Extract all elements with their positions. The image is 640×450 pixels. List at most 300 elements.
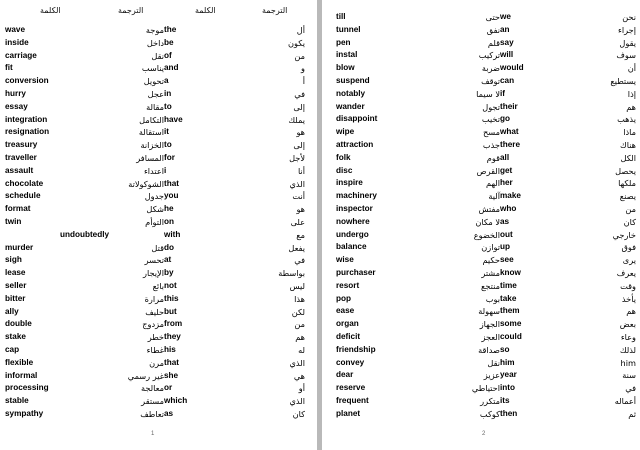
table-row [336, 190, 636, 203]
table-row [5, 24, 305, 37]
table-row [336, 101, 636, 114]
english-word: as [500, 216, 510, 226]
arabic-translation: في [294, 255, 305, 266]
english-word: if [500, 88, 506, 98]
arabic-translation: تجول [482, 101, 500, 112]
table-row [336, 49, 636, 62]
english-word: wise [336, 255, 354, 265]
arabic-translation: غير رسمي [127, 370, 164, 381]
english-word: take [500, 293, 517, 303]
table-row [336, 24, 636, 37]
table-row [336, 241, 636, 254]
arabic-translation: أل [296, 25, 305, 35]
arabic-translation: يرى [622, 255, 636, 266]
english-word: ally [5, 306, 19, 316]
arabic-translation: نقل [151, 50, 164, 61]
table-row [5, 139, 305, 152]
english-word: organ [336, 319, 359, 329]
arabic-translation: الخضوع [473, 229, 500, 240]
english-word: notably [336, 88, 366, 98]
arabic-translation: مفتش [478, 203, 500, 214]
table-row [336, 293, 636, 306]
english-word: frequent [336, 395, 369, 405]
arabic-translation: هي [293, 370, 305, 381]
english-word: see [500, 255, 514, 265]
table-row [336, 229, 636, 242]
english-word: at [164, 255, 172, 265]
table-row [5, 62, 305, 75]
english-word: assault [5, 165, 34, 175]
arabic-translation: استقالة [138, 127, 164, 138]
english-word: on [164, 216, 175, 226]
table-row [336, 113, 636, 126]
english-word: dear [336, 370, 354, 380]
arabic-translation: لا سيما [476, 88, 500, 99]
arabic-translation: حكيم [482, 255, 500, 266]
english-word: time [500, 280, 517, 290]
table-row [336, 408, 636, 421]
arabic-translation: الذي [289, 357, 305, 368]
english-word: out [500, 229, 513, 239]
arabic-translation: يأخذ [621, 293, 636, 304]
table-row [336, 165, 636, 178]
english-word: for [164, 152, 175, 162]
table-row [5, 395, 305, 408]
english-word: be [164, 37, 174, 47]
english-word: could [500, 331, 522, 341]
arabic-translation: بوب [485, 293, 500, 304]
page-number: 2 [482, 431, 486, 437]
arabic-translation: كان [623, 216, 636, 227]
english-word: that [164, 357, 180, 367]
arabic-translation: الكل [620, 152, 636, 163]
table-row [336, 395, 636, 408]
english-word: wave [5, 25, 26, 34]
english-word: deficit [336, 331, 361, 341]
arabic-translation: مع [296, 229, 305, 240]
english-word: say [500, 37, 514, 47]
arabic-translation: قلم [487, 37, 500, 48]
english-word: into [500, 383, 516, 393]
arabic-translation: هم [295, 332, 305, 343]
arabic-translation: حتى [485, 12, 500, 22]
arabic-translation: يناسب [141, 63, 164, 74]
english-word: can [500, 75, 515, 85]
arabic-translation: يقول [619, 37, 636, 48]
english-word: her [500, 178, 513, 188]
arabic-translation: إلى [293, 101, 305, 112]
arabic-translation: الخزانة [140, 140, 164, 151]
arabic-translation: أن [627, 63, 636, 74]
table-row [336, 139, 636, 152]
table-row [5, 267, 305, 280]
table-row [5, 152, 305, 165]
arabic-translation: توقف [481, 75, 500, 86]
arabic-translation: ضربة [481, 63, 500, 74]
table-row [5, 203, 305, 216]
english-word: planet [336, 408, 361, 418]
english-word: then [500, 408, 518, 418]
english-word: tunnel [336, 24, 361, 34]
english-word: who [500, 203, 517, 213]
english-word: flexible [5, 357, 34, 367]
arabic-translation: جدول [144, 191, 164, 202]
table-row [336, 216, 636, 229]
arabic-translation: من [625, 203, 636, 214]
arabic-translation: و [301, 63, 305, 74]
english-word: wander [336, 101, 365, 111]
english-word: she [164, 370, 179, 380]
table-row [5, 318, 305, 331]
english-word: their [500, 101, 518, 111]
arabic-translation: هناك [619, 139, 636, 150]
arabic-translation: يكون [287, 37, 305, 48]
header-translation-right: الترجمة [262, 6, 288, 15]
arabic-translation: أو [298, 383, 305, 394]
english-word: inspire [336, 178, 363, 188]
table-row [5, 408, 305, 421]
arabic-translation: من [294, 319, 305, 330]
table-row [5, 370, 305, 383]
english-word: but [164, 306, 177, 316]
arabic-translation: ماذا [623, 127, 636, 138]
english-word: bitter [5, 293, 26, 303]
english-word: inside [5, 37, 29, 47]
arabic-translation: اعتداء [143, 165, 164, 176]
table-row [5, 190, 305, 203]
arabic-translation: يفعل [288, 242, 305, 253]
table-row [5, 382, 305, 395]
arabic-translation: خارجي [612, 229, 636, 240]
table-row [5, 37, 305, 50]
english-word: what [500, 127, 519, 137]
vocabulary-table-page-2 [336, 11, 636, 421]
header-word-right: الكلمة [195, 6, 216, 15]
table-row [336, 177, 636, 190]
arabic-translation: يذهب [617, 114, 636, 125]
table-row [5, 242, 305, 255]
english-word: reserve [336, 383, 366, 393]
english-word: do [164, 242, 175, 252]
english-word: instal [336, 50, 358, 60]
arabic-translation: تحسر [144, 255, 164, 266]
page-number: 1 [151, 431, 155, 437]
arabic-translation: عجل [147, 88, 164, 99]
table-row [5, 101, 305, 114]
vocabulary-table-page-1 [5, 24, 305, 421]
arabic-translation: لذلك [619, 344, 636, 355]
arabic-translation: تركيب [478, 50, 500, 61]
arabic-translation: الشوكولاتة [128, 178, 164, 189]
english-word: attraction [336, 139, 374, 149]
arabic-translation: يملك [288, 114, 305, 125]
arabic-translation: القرص [476, 165, 500, 176]
table-row [336, 357, 636, 370]
english-word: murder [5, 242, 34, 252]
arabic-translation: جذب [482, 139, 500, 150]
english-word: essay [5, 101, 28, 111]
english-word: inspector [336, 203, 373, 213]
english-word: double [5, 319, 32, 329]
arabic-translation: الجهاز [479, 319, 500, 330]
english-word: a [164, 76, 169, 86]
arabic-translation: التكامل [139, 114, 164, 125]
english-word: go [500, 114, 511, 124]
english-word: stable [5, 396, 29, 406]
table-row [336, 344, 636, 357]
english-word: sympathy [5, 408, 44, 418]
table-row [336, 280, 636, 293]
arabic-translation: تخيب [481, 114, 500, 125]
english-word: with [164, 229, 181, 239]
arabic-translation: التوأم [145, 216, 164, 227]
arabic-translation: تعاطف [140, 408, 164, 419]
arabic-translation: له [298, 344, 305, 355]
arabic-translation: مشتر [481, 267, 500, 278]
english-word: this [164, 293, 179, 303]
english-word: sigh [5, 255, 22, 265]
table-row [5, 178, 305, 191]
table-row [336, 318, 636, 331]
arabic-translation: على [290, 216, 305, 227]
arabic-translation: العجز [481, 331, 500, 342]
table-row [5, 165, 305, 178]
arabic-translation: him [620, 357, 636, 368]
arabic-translation: ملكها [618, 178, 636, 189]
english-word: lease [5, 268, 26, 278]
arabic-translation: وقت [620, 280, 636, 291]
english-word: we [500, 12, 511, 21]
arabic-translation: نقل [487, 357, 500, 368]
document-page-1 [0, 0, 317, 450]
arabic-translation: يصنع [619, 191, 636, 202]
english-word: and [164, 63, 179, 73]
english-word: informal [5, 370, 38, 380]
english-word: format [5, 204, 31, 214]
english-word: year [500, 370, 517, 380]
english-word: nowhere [336, 216, 370, 226]
english-word: have [164, 114, 183, 124]
arabic-translation: متكرر [480, 395, 500, 406]
english-word: hurry [5, 88, 26, 98]
arabic-translation: إلى [293, 140, 305, 151]
table-row [336, 254, 636, 267]
english-word: seller [5, 280, 27, 290]
english-word: not [164, 280, 177, 290]
table-row [336, 305, 636, 318]
english-word: the [164, 25, 177, 34]
english-word: suspend [336, 75, 370, 85]
english-word: resort [336, 280, 360, 290]
english-word: carriage [5, 50, 37, 60]
table-row [5, 75, 305, 88]
arabic-translation: إذا [627, 88, 636, 99]
arabic-translation: ليس [289, 280, 305, 291]
arabic-translation: أنت [292, 191, 305, 202]
english-word: undoubtedly [59, 229, 110, 239]
table-row [336, 369, 636, 382]
english-word: of [164, 50, 172, 60]
arabic-translation: هم [626, 306, 636, 317]
english-word: that [164, 178, 180, 188]
table-row [336, 382, 636, 395]
english-word: will [500, 50, 514, 60]
english-word: cap [5, 344, 20, 354]
arabic-translation: مزدوج [142, 319, 164, 330]
arabic-translation: مرن [149, 357, 164, 368]
english-word: traveller [5, 152, 37, 162]
arabic-translation: فوق [621, 242, 636, 253]
table-row [5, 126, 305, 139]
table-row [5, 229, 305, 242]
english-word: his [164, 344, 176, 354]
arabic-translation: الذي [289, 178, 305, 189]
english-word: chocolate [5, 178, 44, 188]
english-word: convey [336, 357, 365, 367]
english-word: an [500, 24, 510, 34]
table-row [5, 306, 305, 319]
arabic-translation: تحويل [143, 76, 164, 87]
english-word: or [164, 383, 173, 393]
table-row [336, 37, 636, 50]
header-translation-left: الترجمة [118, 6, 144, 15]
table-row [5, 254, 305, 267]
table-row [5, 114, 305, 127]
english-word: which [164, 396, 188, 406]
arabic-translation: لا مكان [475, 216, 500, 227]
english-word: its [500, 395, 510, 405]
english-word: to [164, 140, 172, 150]
arabic-translation: توازن [481, 242, 500, 253]
arabic-translation: هم [626, 101, 636, 112]
english-word: i [164, 165, 167, 175]
arabic-translation: سوف [616, 50, 636, 61]
arabic-translation: معالجة [141, 383, 164, 394]
english-word: so [500, 344, 510, 354]
arabic-translation: يعرف [616, 267, 636, 278]
arabic-translation: لأجل [289, 152, 305, 163]
english-word: disc [336, 165, 353, 175]
table-row [336, 331, 636, 344]
arabic-translation: غطاء [146, 344, 164, 355]
arabic-translation: في [625, 383, 636, 394]
arabic-translation: موجة [145, 25, 164, 35]
table-row [5, 216, 305, 229]
arabic-translation: الهم [486, 178, 500, 189]
english-word: twin [5, 216, 22, 226]
arabic-translation: منتجع [481, 280, 500, 291]
english-word: purchaser [336, 267, 376, 277]
table-row [5, 88, 305, 101]
english-word: as [164, 408, 174, 418]
english-word: disappoint [336, 114, 378, 124]
table-row [336, 75, 636, 88]
english-word: from [164, 319, 183, 329]
english-word: pop [336, 293, 352, 303]
arabic-translation: إجراء [618, 24, 636, 35]
arabic-translation: احتياطي [471, 383, 500, 394]
english-word: treasury [5, 140, 38, 150]
arabic-translation: مسح [483, 127, 500, 138]
english-word: till [336, 12, 346, 21]
english-word: fit [5, 63, 13, 73]
english-word: ease [336, 306, 355, 316]
arabic-translation: أ [302, 76, 305, 87]
arabic-translation: المسافر [136, 152, 164, 163]
table-row [5, 331, 305, 344]
table-row [336, 62, 636, 75]
arabic-translation: مرارة [144, 293, 164, 304]
arabic-translation: نفق [486, 24, 500, 35]
header-word-left: الكلمة [40, 6, 61, 15]
english-word: to [164, 101, 172, 111]
english-word: in [164, 88, 172, 98]
english-word: you [164, 191, 179, 201]
table-row [336, 88, 636, 101]
arabic-translation: آلية [488, 191, 500, 202]
arabic-translation: أنا [297, 165, 305, 176]
arabic-translation: سنة [622, 370, 636, 381]
table-row [5, 357, 305, 370]
arabic-translation: يستطيع [610, 75, 636, 86]
arabic-translation: بواسطة [278, 268, 305, 279]
english-word: make [500, 191, 521, 201]
english-word: some [500, 319, 522, 329]
arabic-translation: هذا [294, 293, 305, 304]
arabic-translation: داخل [146, 37, 164, 48]
english-word: get [500, 165, 513, 175]
arabic-translation: لكن [291, 306, 305, 317]
table-row [336, 152, 636, 165]
arabic-translation: نحن [622, 12, 636, 22]
english-word: it [164, 127, 170, 137]
english-word: all [500, 152, 510, 162]
english-word: schedule [5, 191, 41, 201]
english-word: resignation [5, 127, 50, 137]
arabic-translation: الإيجار [143, 268, 164, 279]
table-row [5, 344, 305, 357]
english-word: there [500, 139, 521, 149]
english-word: friendship [336, 344, 376, 354]
english-word: they [164, 332, 181, 342]
english-word: processing [5, 383, 49, 393]
arabic-translation: بائع [152, 280, 164, 291]
arabic-translation: يحصل [615, 165, 636, 176]
english-word: blow [336, 63, 355, 73]
english-word: stake [5, 332, 26, 342]
arabic-translation: ثم [628, 408, 636, 419]
english-word: balance [336, 242, 367, 252]
english-word: up [500, 242, 511, 252]
english-word: pen [336, 37, 351, 47]
table-row [5, 280, 305, 293]
table-row [336, 203, 636, 216]
english-word: he [164, 204, 174, 214]
arabic-translation: مستقر [141, 396, 164, 407]
table-row [5, 293, 305, 306]
english-word: machinery [336, 191, 377, 201]
english-word: him [500, 357, 515, 367]
arabic-translation: هو [296, 204, 305, 215]
arabic-translation: كوكب [479, 408, 500, 419]
table-row [336, 126, 636, 139]
arabic-translation: خطر [147, 332, 164, 343]
document-page-2 [322, 0, 640, 450]
arabic-translation: قتل [151, 242, 164, 253]
arabic-translation: مقالة [146, 101, 164, 112]
arabic-translation: بعض [619, 319, 636, 330]
arabic-translation: من [294, 50, 305, 61]
